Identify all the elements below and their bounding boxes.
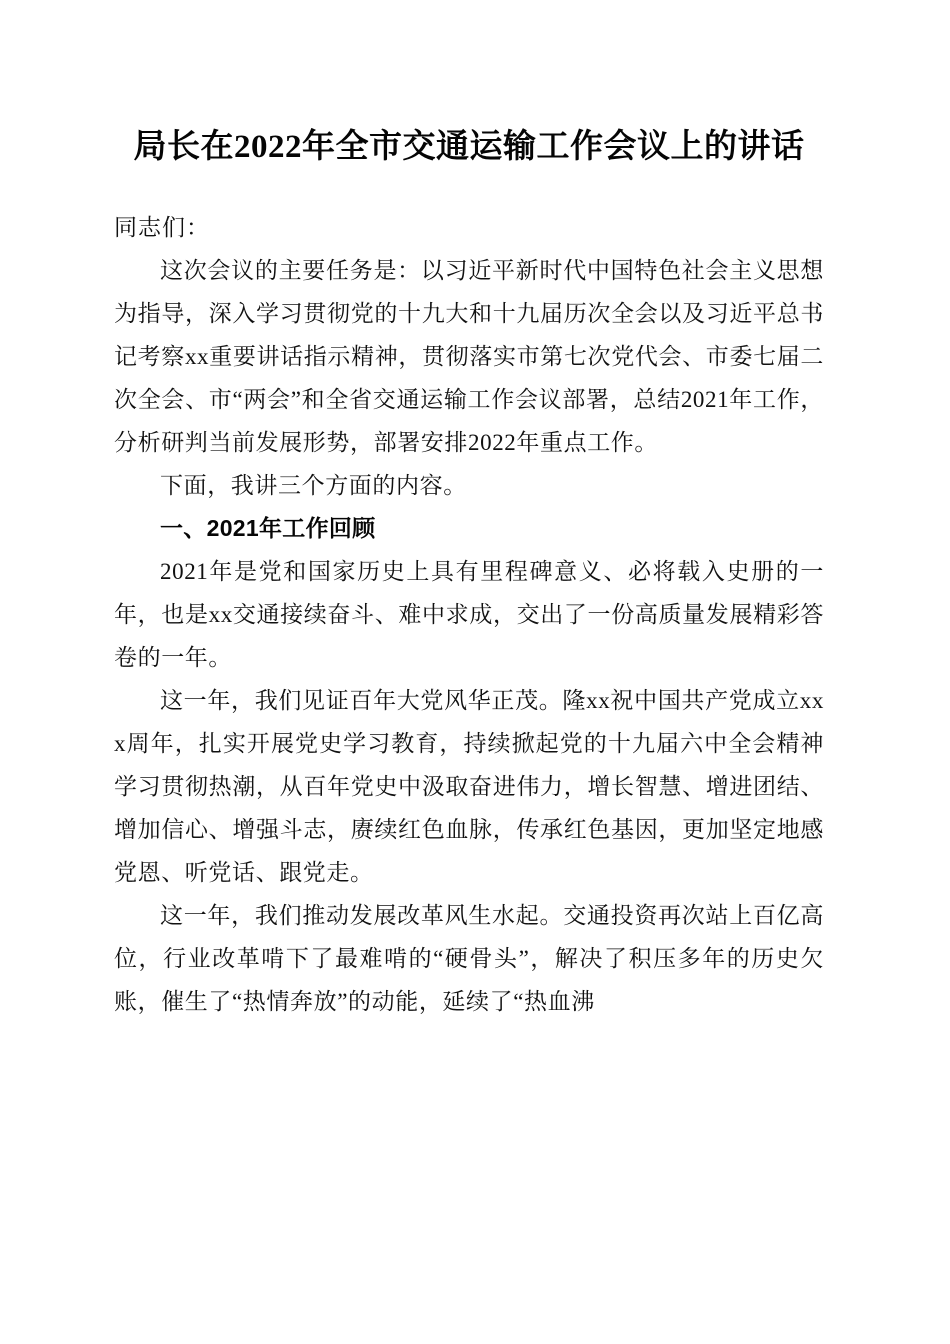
section-1-paragraph-2: 这一年，我们见证百年大党风华正茂。隆xx祝中国共产党成立xxx周年，扎实开展党史学习教育，持续掀起党的十九届六中全会精神学习贯彻热潮，从百年党史中汲取奋进伟力，增长智慧、增进团结、增加信心、增强斗志，赓续红色血脉，传承红色基因，更加坚定地感党恩、听党话、跟党走。 (114, 688, 824, 885)
section-1-paragraph-1: 2021年是党和国家历史上具有里程碑意义、必将载入史册的一年，也是xx交通接续奋斗、难中求成，交出了一份高质量发展精彩答卷的一年。 (114, 559, 824, 670)
intro-paragraph-2: 下面，我讲三个方面的内容。 (160, 473, 467, 498)
page-title: 局长在2022年全市交通运输工作会议上的讲话 (133, 129, 805, 165)
section-heading-1: 一、2021年工作回顾 (160, 515, 376, 541)
section-1-paragraph-3: 这一年，我们推动发展改革风生水起。交通投资再次站上百亿高位，行业改革啃下了最难啃的“硬骨头”，解决了积压多年的历史欠账，催生了“热情奔放”的动能，延续了“热血沸 (114, 903, 824, 1014)
intro-paragraph-1: 这次会议的主要任务是：以习近平新时代中国特色社会主义思想为指导，深入学习贯彻党的十九大和十九届历次全会以及习近平总书记考察xx重要讲话指示精神，贯彻落实市第七次党代会、市委七届二次全会、市“两会”和全省交通运输工作会议部署，总结2021年工作，分析研判当前发展形势，部署安排2022年重点工作。 (114, 258, 824, 455)
title-spacer (114, 170, 824, 206)
salutation-line: 同志们： (114, 215, 210, 240)
document-body (114, 0, 824, 1023)
